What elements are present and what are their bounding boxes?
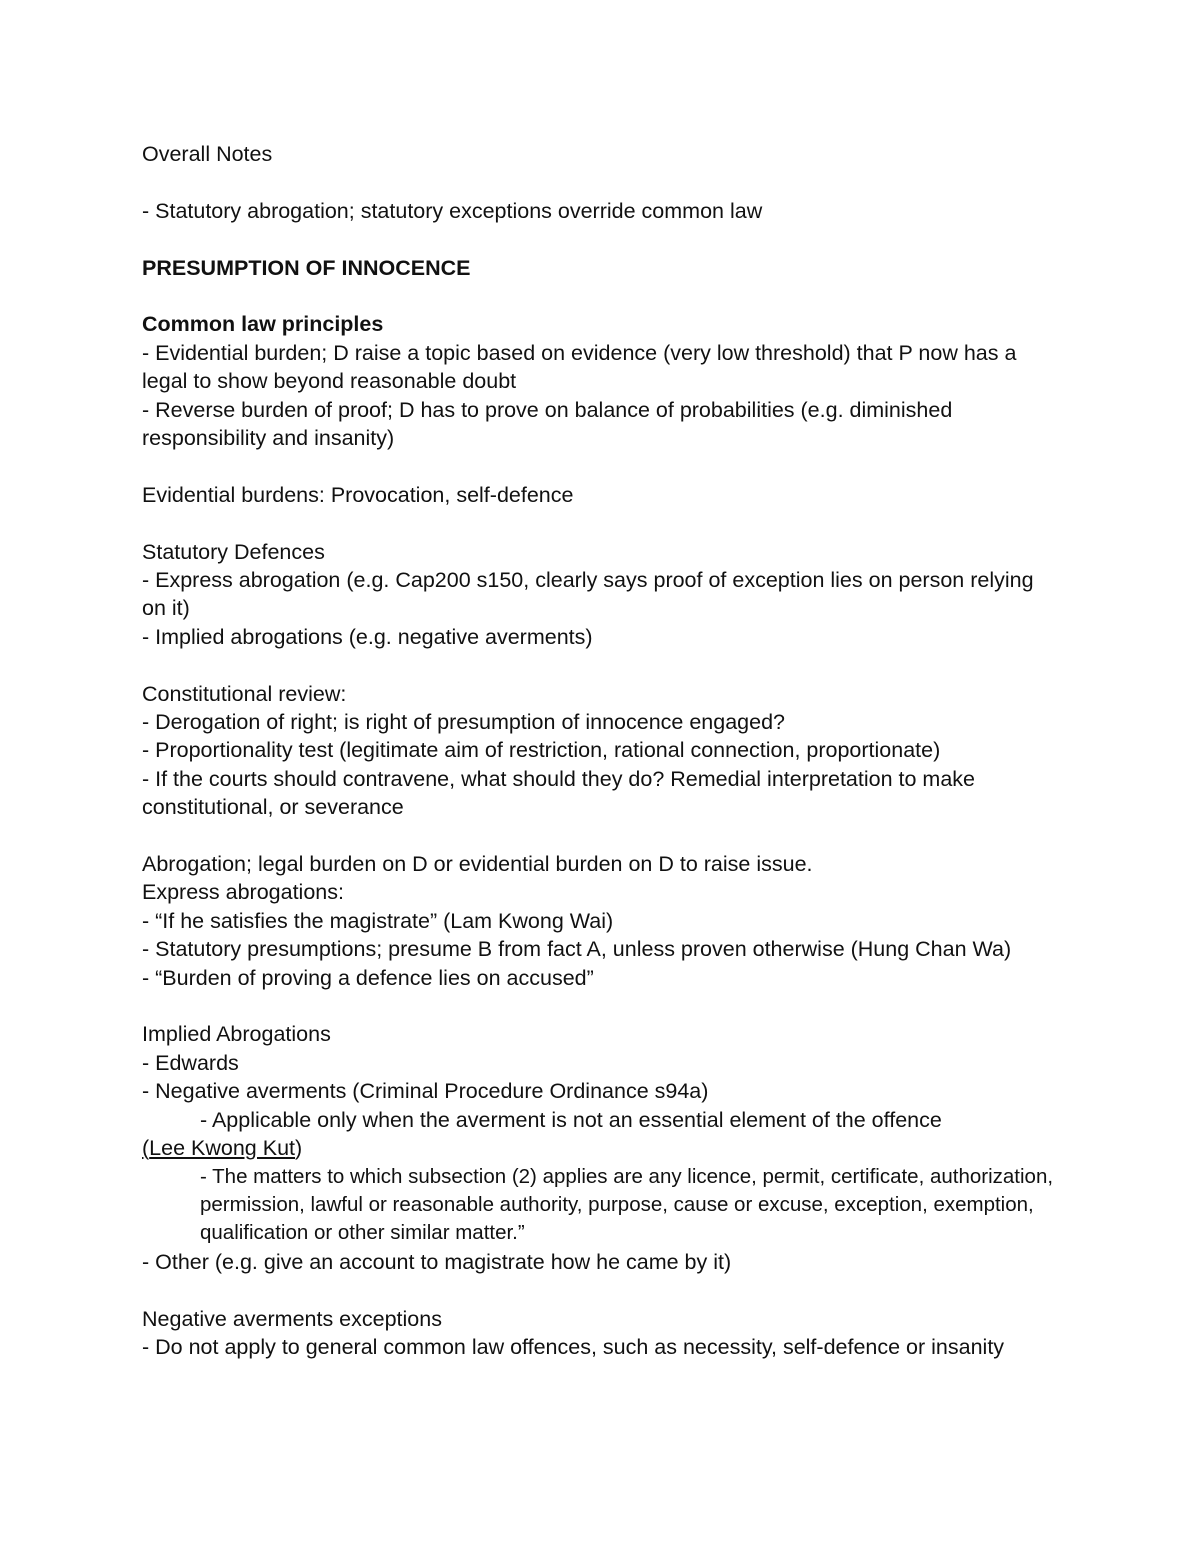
spacer [142, 822, 1062, 850]
statute-quote: - The matters to which subsection (2) applies are any licence, permit, certificate, authorization, permission, lawful or reasonable authority, purpose, cause or excuse, exception, exemption, qualification or other similar matter.” [200, 1164, 1054, 1245]
spacer [142, 282, 1062, 310]
constitutional-review-item: - Derogation of right; is right of presumption of innocence engaged? [142, 710, 786, 735]
spacer [142, 651, 1062, 679]
spacer [142, 168, 1062, 196]
case-open-paren: ( [142, 1136, 150, 1161]
spacer [142, 992, 1062, 1020]
constitutional-review-heading: Constitutional review: [142, 681, 347, 706]
spacer [142, 452, 1062, 480]
evidential-burdens: Evidential burdens: Provocation, self-defence [142, 482, 574, 507]
case-reference [142, 1134, 1062, 1162]
abrogation-intro: Abrogation; legal burden on D or evidential burden on D to raise issue. [142, 852, 813, 877]
main-heading: PRESUMPTION OF INNOCENCE [142, 255, 471, 280]
spacer [142, 1276, 1062, 1304]
applicable-subitem: - Applicable only when the averment is not an essential element of the offence [200, 1107, 942, 1132]
common-law-heading: Common law principles [142, 312, 384, 337]
implied-abrogation-item: - Edwards [142, 1050, 239, 1075]
constitutional-review-item: - Proportionality test (legitimate aim of restriction, rational connection, proportionate) [142, 738, 941, 763]
spacer [142, 225, 1062, 253]
statutory-defences-heading: Statutory Defences [142, 539, 325, 564]
constitutional-review-item: - If the courts should contravene, what should they do? Remedial interpretation to make constitutional, or severance [142, 766, 981, 820]
overall-note: - Statutory abrogation; statutory exceptions override common law [142, 198, 763, 223]
document-page [142, 140, 1062, 1361]
express-abrogations-heading: Express abrogations: [142, 880, 344, 905]
statutory-defences-item: - Implied abrogations (e.g. negative averments) [142, 624, 593, 649]
implied-abrogations-heading: Implied Abrogations [142, 1022, 331, 1047]
negative-exceptions-heading: Negative averments exceptions [142, 1306, 442, 1331]
spacer [142, 509, 1062, 537]
implied-abrogation-item: - Other (e.g. give an account to magistrate how he came by it) [142, 1249, 732, 1274]
case-name: Lee Kwong Kut [149, 1136, 296, 1161]
case-close-paren: ) [295, 1136, 303, 1161]
negative-exceptions-item: - Do not apply to general common law offences, such as necessity, self-defence or insanity [142, 1334, 1005, 1359]
express-abrogation-item: - Statutory presumptions; presume B from fact A, unless proven otherwise (Hung Chan Wa) [142, 937, 1012, 962]
implied-abrogation-item: - Negative averments (Criminal Procedure Ordinance s94a) [142, 1079, 709, 1104]
common-law-item: - Reverse burden of proof; D has to prove on balance of probabilities (e.g. diminished responsibility and insanity) [142, 397, 959, 451]
express-abrogation-item: - “Burden of proving a defence lies on accused” [142, 965, 594, 990]
statutory-defences-item: - Express abrogation (e.g. Cap200 s150, clearly says proof of exception lies on person relying on it) [142, 568, 1040, 621]
document-title: Overall Notes [142, 142, 273, 166]
express-abrogation-item: - “If he satisfies the magistrate” (Lam Kwong Wai) [142, 908, 614, 933]
common-law-item: - Evidential burden; D raise a topic based on evidence (very low threshold) that P now has a legal to show beyond reasonable doubt [142, 340, 1023, 394]
